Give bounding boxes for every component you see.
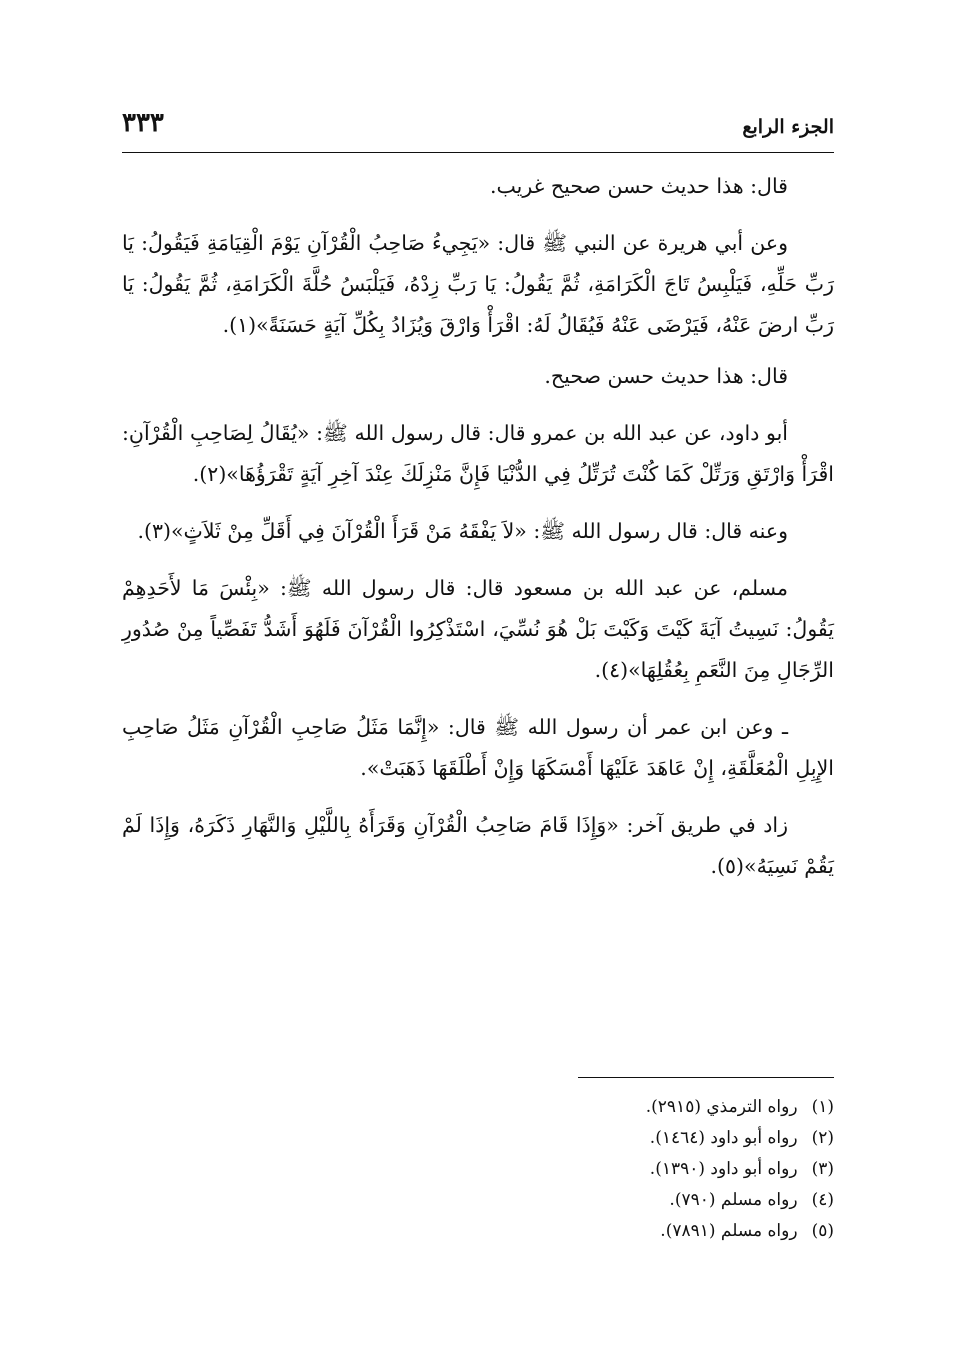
footnote-item [122, 1185, 834, 1216]
footnote-divider [578, 1077, 834, 1078]
paragraph: زاد في طريق آخر: «وَإِذَا قَامَ صَاحِبُ الْقُرْآنِ وَقَرَأَهُ بِاللَّيْلِ وَالنَّهَارِ ذَكَرَهُ، وَإِذَا لَمْ يَقُمْ نَسِيَهُ»(٥). [122, 813, 834, 878]
page-header [122, 108, 834, 153]
paragraph: ـ وعن ابن عمر أن رسول الله ﷺ قال: «إِنَّمَا مَثَلُ صَاحِبِ الْقُرْآنِ مَثَلُ صَاحِبِ الإِبِلِ الْمُعَلَّقَةِ، إِنْ عَاهَدَ عَلَيْهَا أَمْسَكَهَا وَإِنْ أَطْلَقَهَا ذَهَبَتْ». [122, 715, 834, 780]
paragraph: وعنه قال: قال رسول الله ﷺ: «لاَ يَفْقَهُ مَنْ قَرَأَ الْقُرْآنَ فِي أَقَلِّ مِنْ ثَلاَثٍ»(٣). [137, 519, 788, 543]
footnote-item [122, 1216, 834, 1247]
page-number: ٣٣٣ [122, 108, 164, 138]
footnote-number: (٥) [811, 1221, 834, 1241]
footnote-text: رواه مسلم (٧٩٠). [669, 1190, 798, 1210]
paragraph: أبو داود، عن عبد الله بن عمرو قال: قال رسول الله ﷺ: «يُقَالُ لِصَاحِبِ الْقُرْآنِ: اقْرَأْ وَارْتَقِ وَرَتِّلْ كَمَا كُنْتَ تُرَتِّلُ فِي الدُّنْيَا فَإِنَّ مَنْزِلَكَ عِنْدَ آخِرِ آيَةٍ تَقْرَؤُهَا»(٢). [122, 421, 834, 486]
footnote-item [122, 1123, 834, 1154]
page-body [122, 166, 834, 887]
paragraph: وعن أبي هريرة عن النبي ﷺ قال: «يَجِيءُ صَاحِبُ الْقُرْآنِ يَوْمَ الْقِيَامَةِ فَيَقُولُ: يَا رَبِّ حَلِّهِ، فَيَلْبِسُ تَاجَ الْكَرَامَةِ، ثُمَّ يَقُولُ: يَا رَبِّ زِدْهُ، فَيَلْبَسُ حُلَّةَ الْكَرَامَةِ، ثُمَّ يَقُولُ: يَا رَبِّ ارضَ عَنْهُ، فَيَرْضَى عَنْهُ فَيُقَالُ لَهُ: اقْرَأْ وَارْقَ وَيُزَادُ بِكُلِّ آيَةٍ حَسَنَةً»(١). [122, 231, 834, 337]
book-page [122, 0, 834, 1360]
footnotes-list [122, 1092, 834, 1247]
paragraph: قال: هذا حديث حسن صحيح. [544, 364, 788, 388]
footnote-item [122, 1154, 834, 1185]
paragraph: قال: هذا حديث حسن صحيح غريب. [490, 174, 788, 198]
footnote-text: رواه أبو داود (١٣٩٠). [649, 1159, 798, 1179]
footnote-text: رواه أبو داود (١٤٦٤). [649, 1128, 798, 1148]
footnote-item [122, 1092, 834, 1123]
footnote-number: (٢) [811, 1128, 834, 1148]
footnote-number: (٣) [811, 1159, 834, 1179]
paragraph: مسلم، عن عبد الله بن مسعود قال: قال رسول الله ﷺ: «بِئْسَ مَا لأَحَدِهِمْ يَقُولُ: نَسِيتُ آيَةَ كَيْتَ وَكَيْتَ بَلْ هُوَ نُسِّيَ، اسْتَذْكِرُوا الْقُرْآنَ فَلَهُوَ أَشَدُّ تَفَصِّياً مِنْ صُدُورِ الرِّجَالِ مِنَ النَّعَمِ بِعُقُلِهَا»(٤). [122, 576, 834, 682]
footnote-number: (٤) [811, 1190, 834, 1210]
footnote-text: رواه الترمذي (٢٩١٥). [645, 1097, 798, 1117]
running-title: الجزء الرابع [742, 116, 834, 138]
footnote-text: رواه مسلم (٧٨٩١). [660, 1221, 798, 1241]
footnote-number: (١) [811, 1097, 834, 1117]
